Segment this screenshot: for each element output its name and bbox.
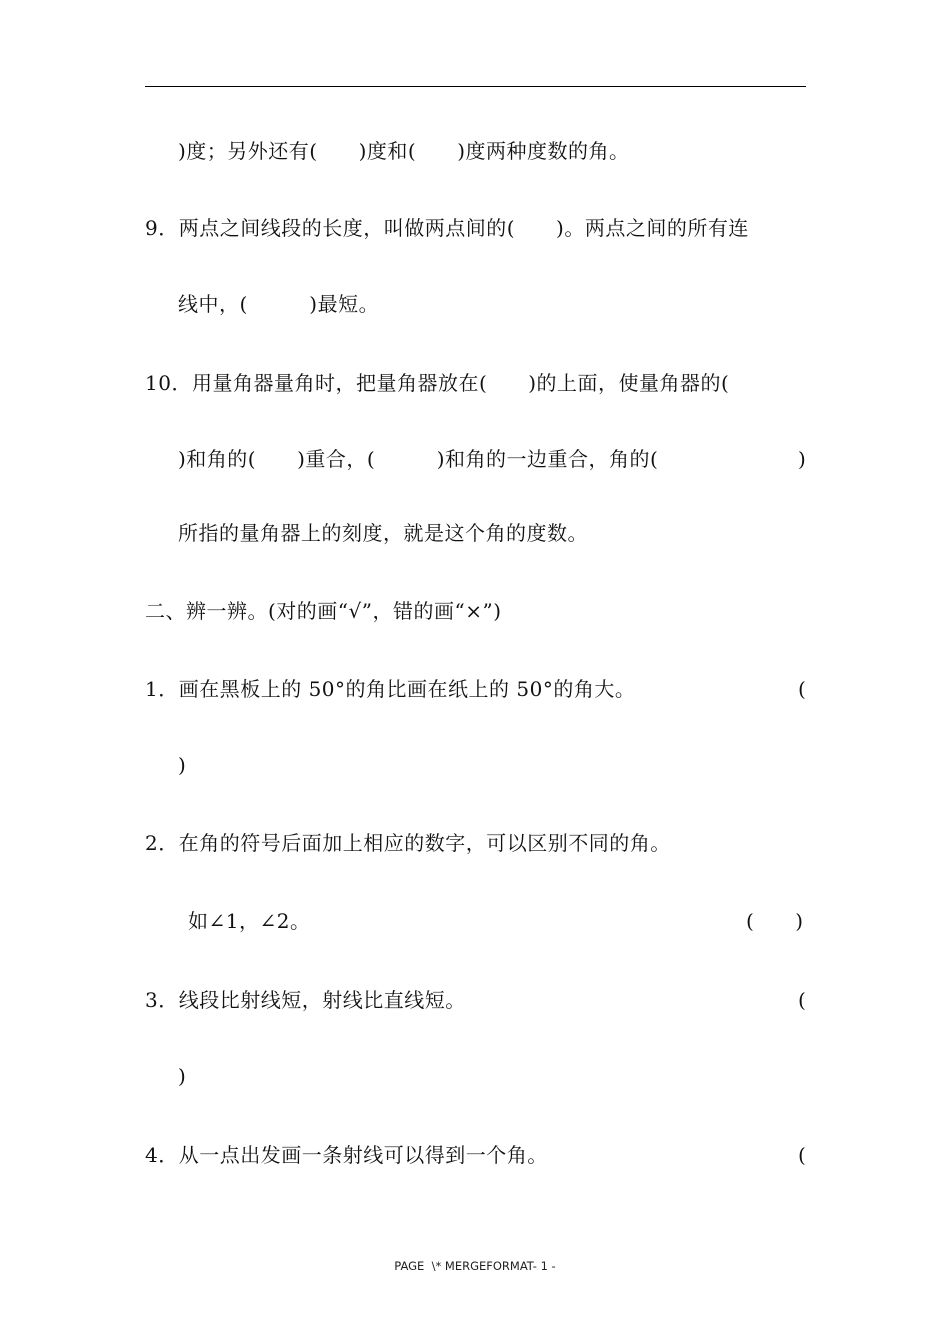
tf-1-text: 1．画在黑板上的 50°的角比画在纸上的 50°的角大。: [145, 677, 636, 701]
tf-2-text: 2．在角的符号后面加上相应的数字，可以区别不同的角。: [145, 831, 671, 855]
header-rule: [145, 86, 806, 87]
tf-2-answer: ( ): [746, 909, 804, 933]
q10-line2: )和角的( )重合，( )和角的一边重合，角的(: [178, 447, 659, 471]
section-heading: 二、辨一辨。(对的画“√”，错的画“×”): [145, 599, 502, 623]
q10-line1: 10．用量角器量角时，把量角器放在( )的上面，使量角器的(: [145, 371, 730, 395]
tf-3-answer-close: ): [178, 1064, 187, 1088]
tf-2-example: 如∠1，∠2。: [188, 909, 311, 933]
tf-3-answer-open: (: [798, 988, 807, 1012]
q10-line3: 所指的量角器上的刻度，就是这个角的度数。: [178, 521, 588, 545]
page-footer: PAGE \* MERGEFORMAT- 1 -: [394, 1259, 556, 1273]
tf-3-text: 3．线段比射线短，射线比直线短。: [145, 988, 466, 1012]
tf-1-answer-open: (: [798, 677, 807, 701]
q8-continuation: )度；另外还有( )度和( )度两种度数的角。: [178, 139, 630, 163]
tf-4-text: 4．从一点出发画一条射线可以得到一个角。: [145, 1143, 548, 1167]
q10-line2-close: ): [798, 447, 807, 471]
tf-4-answer-open: (: [798, 1143, 807, 1167]
q9-line1: 9．两点之间线段的长度，叫做两点间的( )。两点之间的所有连: [145, 216, 749, 240]
q9-line2: 线中，( )最短。: [178, 292, 380, 316]
tf-1-answer-close: ): [178, 753, 187, 777]
